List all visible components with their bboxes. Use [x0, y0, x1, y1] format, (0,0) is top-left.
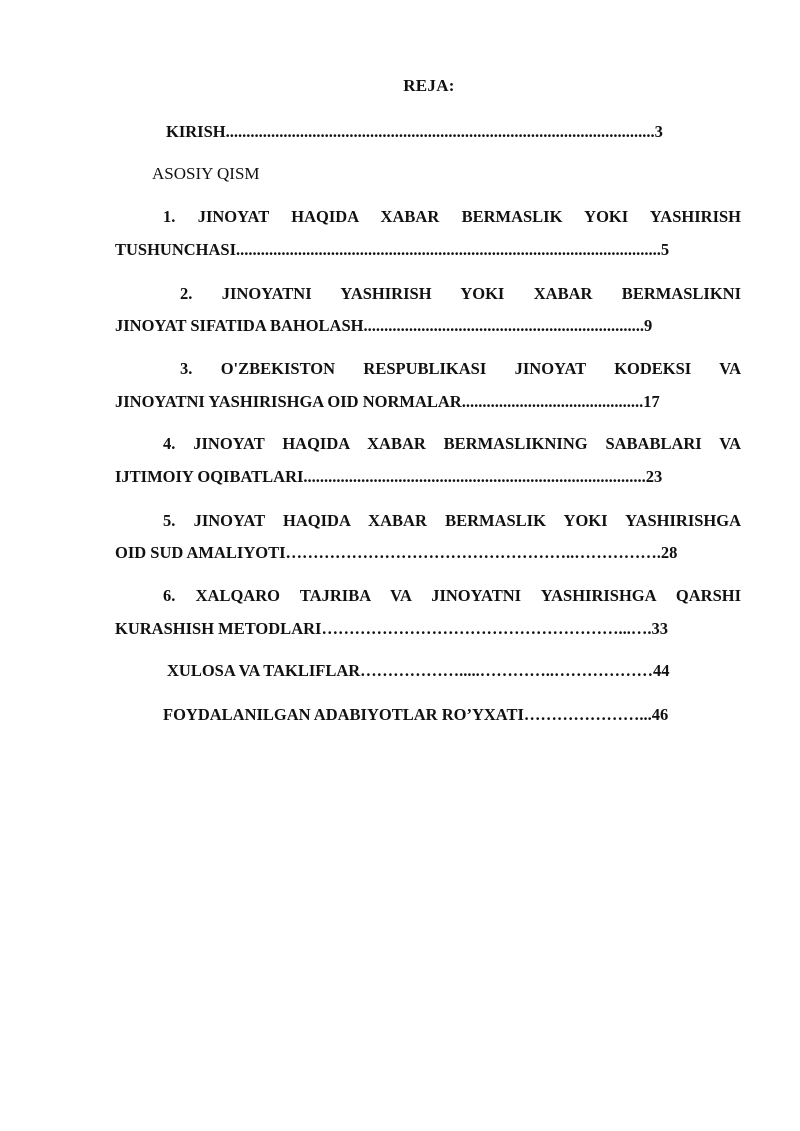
toc-entry-adabiyotlar: FOYDALANILGAN ADABIYOTLAR RO’YXATI…………………...46 — [163, 705, 669, 724]
toc-entry-4-line2: IJTIMOIY OQIBATLARI...................................................................................23 — [115, 467, 663, 486]
toc-entry-5-line2: OID SUD AMALIYOTI……………………………………………..…………….28 — [115, 543, 678, 562]
toc-entry-kirish: KIRISH........................................................................................................3 — [166, 122, 663, 141]
toc-entry-5-line1: 5. JINOYAT HAQIDA XABAR BERMASLIK YOKI YASHIRISHGA — [163, 511, 741, 530]
toc-entry-2-line2: JINOYAT SIFATIDA BAHOLASH....................................................................9 — [115, 316, 653, 335]
toc-section-heading: ASOSIY QISM — [152, 164, 260, 183]
toc-entry-3-line2: JINOYATNI YASHIRISHGA OID NORMALAR............................................17 — [115, 392, 660, 411]
toc-entry-2-line1: 2. JINOYATNI YASHIRISH YOKI XABAR BERMASLIKNI — [180, 284, 741, 303]
toc-entry-3-line1: 3. O'ZBEKISTON RESPUBLIKASI JINOYAT KODEKSI VA — [180, 359, 741, 378]
toc-entry-1-line1: 1. JINOYAT HAQIDA XABAR BERMASLIK YOKI YASHIRISH — [163, 207, 741, 226]
toc-entry-xulosa: XULOSA VA TAKLIFLAR……………….....…………..………………44 — [167, 661, 670, 680]
toc-entry-4-line1: 4. JINOYAT HAQIDA XABAR BERMASLIKNING SABABLARI VA — [163, 434, 741, 453]
toc-entry-1-line2: TUSHUNCHASI.......................................................................................................5 — [115, 240, 670, 259]
toc-entry-6-line2: KURASHISH METODLARI………………………………………………...….33 — [115, 619, 668, 638]
page-title: REJA: — [403, 76, 455, 95]
toc-entry-6-line1: 6. XALQARO TAJRIBA VA JINOYATNI YASHIRISHGA QARSHI — [163, 586, 741, 605]
